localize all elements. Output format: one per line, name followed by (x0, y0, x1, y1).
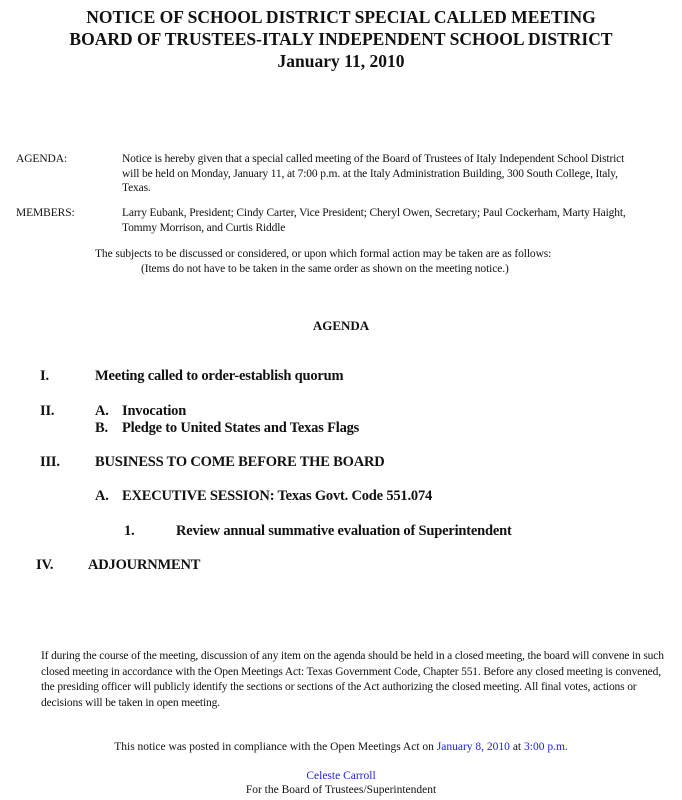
agenda-item-3a1-number: 1. (124, 523, 135, 539)
agenda-item-3-numeral: III. (40, 454, 60, 470)
agenda-item-3-text: BUSINESS TO COME BEFORE THE BOARD (95, 454, 385, 470)
agenda-heading: AGENDA (312, 318, 370, 333)
members-list: Larry Eubank, President; Cindy Carter, Vice President; Cheryl Owen, Secretary; Paul Cockerham, Marty Haight, Tommy Morrison, and Curtis Riddle (122, 207, 626, 234)
posting-notice-prefix: This notice was posted in compliance with the Open Meetings Act on (114, 741, 437, 753)
agenda-item-3a1-text: Review annual summative evaluation of Superintendent (176, 523, 512, 539)
posted-date: January 8, 2010 (436, 741, 510, 753)
notice-title (0, 6, 682, 72)
agenda-item-2a-letter: A. (95, 403, 109, 419)
agenda-item-4-text: ADJOURNMENT (88, 557, 201, 573)
posting-notice-at: at (509, 741, 524, 753)
agenda-item-2b-text: Pledge to United States and Texas Flags (122, 420, 360, 436)
agenda-item-2-numeral: II. (40, 403, 55, 419)
members-label: MEMBERS: (16, 207, 75, 219)
agenda-item-2b-letter: B. (95, 420, 108, 436)
agenda-item-3a-text: EXECUTIVE SESSION: Texas Govt. Code 551.074 (122, 488, 433, 504)
agenda-notice-text: Notice is hereby given that a special called meeting of the Board of Trustees of Italy Independent School District will be held on Monday, January 11, at 7:00 p.m. at the Italy Administration Building, 300 South College, Italy, Texas. (122, 153, 625, 194)
closed-meeting-disclaimer: If during the course of the meeting, discussion of any item on the agenda should be held in a closed meeting, the board will convene in such closed meeting in accordance with the Open Meetings Act: Texas Government Code, Chapter 551. Before any closed meeting is convened, the presiding officer will publicly identify the sections or sections of the Act authorizing the closed meeting. All final votes, actions or decisions will be taken in open meeting. (41, 650, 664, 709)
agenda-item-3a-letter: A. (95, 488, 109, 504)
posted-time: 3:00 p.m. (524, 741, 568, 753)
signer-name: Celeste Carroll (306, 770, 376, 782)
posting-notice (0, 740, 682, 754)
subjects-intro-line1: The subjects to be discussed or considered, or upon which formal action may be taken are as follows: (95, 248, 552, 260)
agenda-item-2a-text: Invocation (122, 403, 187, 419)
title-line-1: NOTICE OF SCHOOL DISTRICT SPECIAL CALLED MEETING (86, 7, 596, 27)
meeting-date: January 11, 2010 (277, 51, 405, 71)
agenda-label: AGENDA: (16, 153, 68, 165)
agenda-item-1-text: Meeting called to order-establish quorum (95, 368, 344, 384)
agenda-item-1-numeral: I. (40, 368, 49, 384)
signer-role: For the Board of Trustees/Superintendent (245, 784, 437, 796)
agenda-item-4-numeral: IV. (36, 557, 54, 573)
title-line-2: BOARD OF TRUSTEES-ITALY INDEPENDENT SCHOOL DISTRICT (69, 29, 613, 49)
subjects-intro-line2: (Items do not have to be taken in the same order as shown on the meeting notice.) (141, 263, 509, 275)
